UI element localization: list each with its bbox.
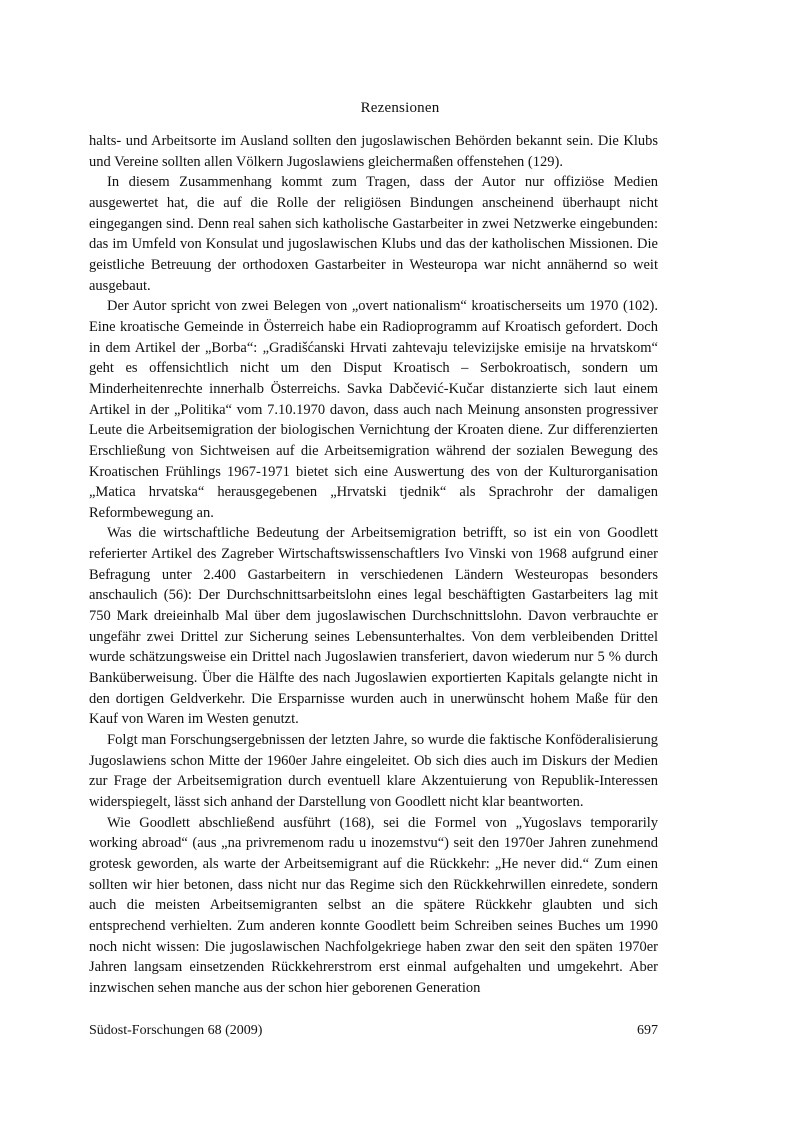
paragraph: halts- und Arbeitsorte im Ausland sollten den jugoslawischen Behörden bekannt sein. Die Klubs und Vereine sollten allen Völkern Jugoslawiens gleichermaßen offenstehen (129). — [89, 133, 658, 170]
paragraph: Was die wirtschaftliche Bedeutung der Arbeitsemigration betrifft, so ist ein von Goodlett referierter Artikel des Zagreber Wirtschaftswissenschaftlers Ivo Vinski von 1968 aufgrund einer Befragung unter 2.400 Gastarbeitern in verschiedenen Ländern Westeuropas besonders anschaulich (56): Der Durchschnittsarbeitslohn eines legal beschäftigten Gastarbeiters lag mit 750 Mark dreieinhalb Mal über dem jugoslawischen Durchschnittslohn. Davon verbrauchte er ungefähr zwei Drittel zur Sicherung seines Lebensunterhaltes. Von dem verbleibenden Drittel wurde schätzungsweise ein Drittel nach Jugoslawien transferiert, davon wiederum nur 5 % durch Banküberweisung. Über die Hälfte des nach Jugoslawien exportierten Kapitals gelangte nicht in den dortigen Geldverkehr. Die Ersparnisse wurden auch in unerwünscht hohem Maße für den Kauf von Waren im Westen genutzt. — [89, 525, 658, 728]
body-text — [89, 131, 658, 999]
paragraph: Folgt man Forschungsergebnissen der letzten Jahre, so wurde die faktische Konföderalisierung Jugoslawiens schon Mitte der 1960er Jahre eingeleitet. Ob sich dies auch im Diskurs der Medien zur Frage der Arbeitsemigration durch eventuell klare Akzentuierung von Republik-Interessen widerspiegelt, lässt sich anhand der Darstellung von Goodlett nicht klar beantworten. — [89, 732, 658, 810]
running-head: Rezensionen — [360, 100, 440, 116]
paragraph: In diesem Zusammenhang kommt zum Tragen, dass der Autor nur offiziöse Medien ausgewertet hat, die auf die Rolle der religiösen Bindungen anscheinend überhaupt nicht eingegangen sind. Denn real sahen sich katholische Gastarbeiter in zwei Netzwerke eingebunden: das im Umfeld von Konsulat und jugoslawischen Klubs und das der katholischen Missionen. Die geistliche Betreuung der orthodoxen Gastarbeiter in Westeuropa war nicht annähernd so weit ausgebaut. — [89, 174, 658, 294]
paragraph: Wie Goodlett abschließend ausführt (168), sei die Formel von „Yugoslavs temporarily working abroad“ (aus „na privremenom radu u inozemstvu“) seit den 1970er Jahren zunehmend grotesk geworden, als warte der Arbeitsemigrant auf die Rückkehr: „He never did.“ Zum einen sollten wir hier betonen, dass nicht nur das Regime sich den Rückkehrwillen einredete, sondern auch die meisten Arbeitsemigranten selbst an die spätere Rückkehr glaubten und sich entsprechend verhielten. Zum anderen konnte Goodlett beim Schreiben seines Buches um 1990 noch nicht wissen: Die jugoslawischen Nachfolgekriege haben zwar den seit den späten 1970er Jahren langsam einsetzenden Rückkehrerstrom erst einmal aufgehalten und umgekehrt. Aber inzwischen sehen manche aus der schon hier geborenen Generation — [89, 814, 658, 996]
paragraph: Der Autor spricht von zwei Belegen von „overt nationalism“ kroatischerseits um 1970 (102). Eine kroatische Gemeinde in Österreich habe ein Radioprogramm auf Kroatisch gefordert. Doch in dem Artikel der „Borba“: „Gradišćanski Hrvati zahtevaju televizijske emisije na hrvatskom“ geht es offensichtlich nicht um den Disput Kroatisch – Serbokroatisch, sondern um Minderheitenrechte innerhalb Österreichs. Savka Dabčević-Kučar distanzierte sich laut einem Artikel in der „Politika“ vom 7.10.1970 davon, dass auch nach Meinung ansonsten progressiver Leute die Arbeitsemigration der biologischen Vernichtung der Kroaten diene. Zur differenzierten Erschließung von Sichtweisen auf die Arbeitsemigration während der sozialen Bewegung des Kroatischen Frühlings 1967-1971 bietet sich eine Auswertung des von der Kulturorganisation „Matica hrvatska“ herausgegebenen „Hrvatski tjednik“ als Sprachrohr der damaligen Reformbewegung an. — [89, 298, 658, 521]
page-number: 697 — [637, 1023, 658, 1038]
journal-citation: Südost-Forschungen 68 (2009) — [89, 1023, 263, 1038]
